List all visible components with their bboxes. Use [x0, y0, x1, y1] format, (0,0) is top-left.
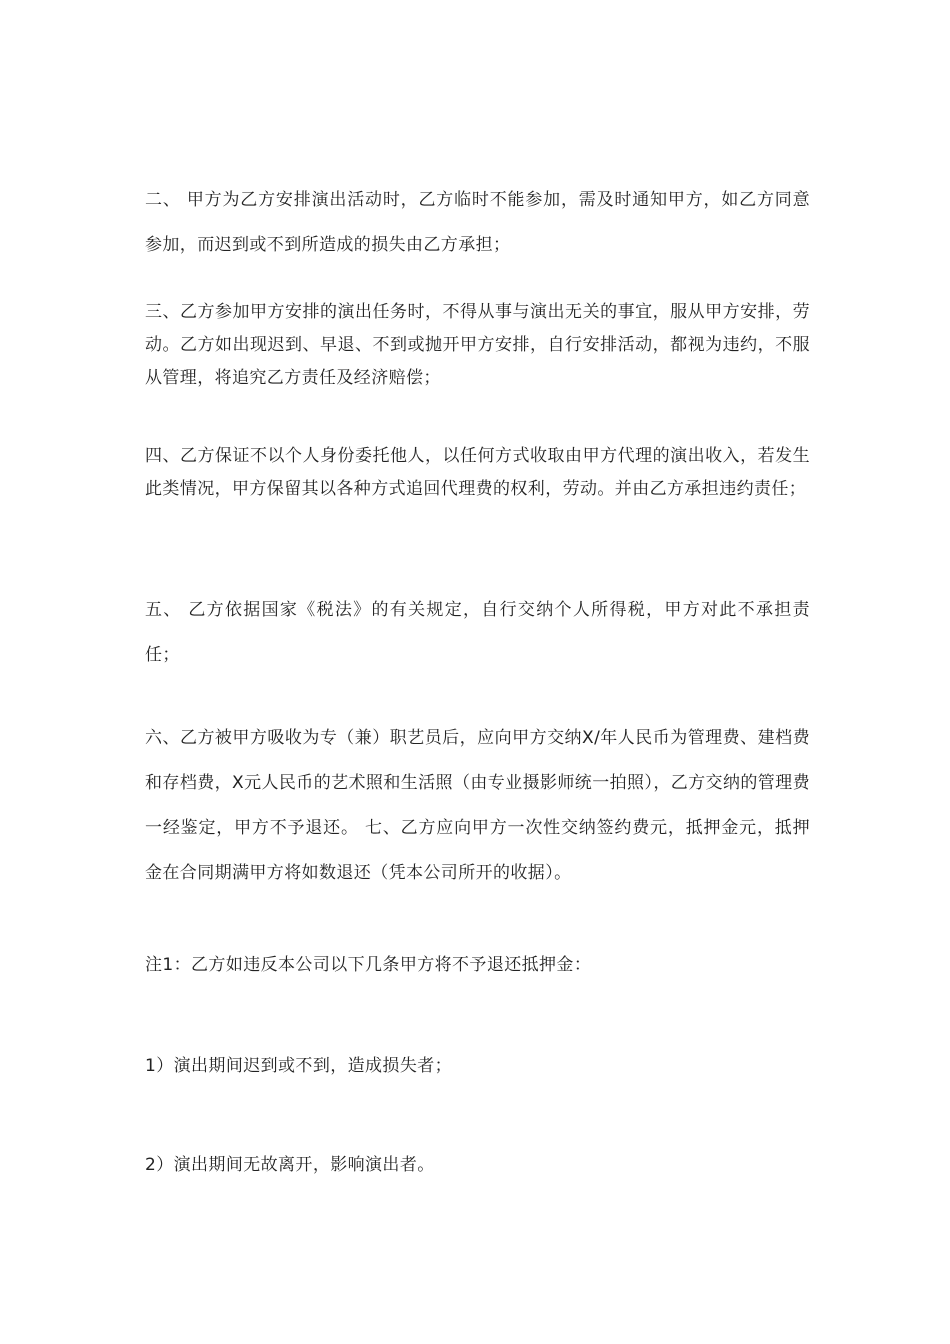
clause-6-7-paragraph: 六、乙方被甲方吸收为专（兼）职艺员后，应向甲方交纳X/年人民币为管理费、建档费和存档费，X元人民币的艺术照和生活照（由专业摄影师统一拍照），乙方交纳的管理费一经鉴定，甲方不予退还。 七、乙方应向甲方一次性交纳签约费元，抵押金元，抵押金在合同期满甲方将如数退还（凭本公司所开的收据）。	[145, 728, 810, 883]
clause-3-paragraph: 三、乙方参加甲方安排的演出任务时，不得从事与演出无关的事宜，服从甲方安排，劳动。乙方如出现迟到、早退、不到或抛开甲方安排，自行安排活动，都视为违约，不服从管理，将追究乙方责任及经济赔偿；	[145, 302, 810, 388]
note-item-2: 2）演出期间无故离开，影响演出者。	[145, 1155, 435, 1175]
clause-4-paragraph: 四、乙方保证不以个人身份委托他人，以任何方式收取由甲方代理的演出收入，若发生此类情况，甲方保留其以各种方式追回代理费的权利，劳动。并由乙方承担违约责任；	[145, 446, 810, 499]
clause-5-paragraph: 五、 乙方依据国家《税法》的有关规定，自行交纳个人所得税，甲方对此不承担责任；	[145, 600, 810, 665]
clause-2-paragraph: 二、 甲方为乙方安排演出活动时，乙方临时不能参加，需及时通知甲方，如乙方同意参加，而迟到或不到所造成的损失由乙方承担；	[145, 190, 810, 255]
note-item-1: 1）演出期间迟到或不到，造成损失者；	[145, 1056, 453, 1076]
note-1-paragraph: 注1：乙方如违反本公司以下几条甲方将不予退还抵押金：	[145, 955, 592, 975]
